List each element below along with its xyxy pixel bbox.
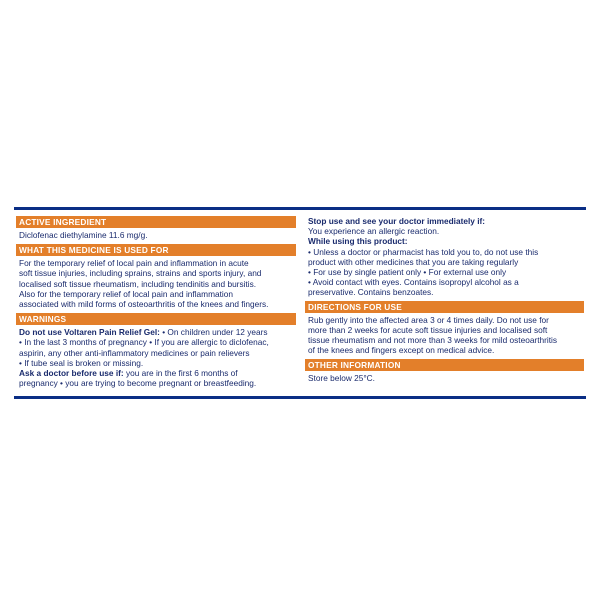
directions-heading: DIRECTIONS FOR USE bbox=[305, 301, 584, 313]
directions-line: Rub gently into the affected area 3 or 4 times daily. Do not use for bbox=[308, 314, 549, 325]
warnings-text bbox=[16, 325, 296, 389]
directions-line: tissue rheumatism and not more than 3 weeks for mild osteoarthritis bbox=[308, 335, 558, 346]
warnings-heading: WARNINGS bbox=[16, 313, 296, 325]
warnings-line: aspirin, any other anti-inflammatory medicines or pain relievers bbox=[19, 347, 250, 358]
directions-text bbox=[305, 313, 584, 357]
directions-line: of the knees and fingers except on medical advice. bbox=[308, 345, 495, 356]
uses-line: For the temporary relief of local pain and inflammation in acute bbox=[19, 258, 249, 269]
uses-line: Also for the temporary relief of local pain and inflammation bbox=[19, 288, 233, 299]
storage-line: Store below 25°C. bbox=[308, 373, 375, 384]
while-using-line: preservative. Contains benzoates. bbox=[308, 287, 434, 298]
warnings-line: pregnancy • you are trying to become pregnant or breastfeeding. bbox=[19, 378, 257, 389]
ask-doctor-text: you are in the first 6 months of bbox=[123, 368, 238, 379]
uses-line: soft tissue injuries, including sprains, strains and sports injury, and bbox=[19, 268, 262, 279]
left-column bbox=[16, 216, 296, 389]
do-not-use-text: • On children under 12 years bbox=[159, 327, 268, 338]
warnings-line: • In the last 3 months of pregnancy • If you are allergic to diclofenac, bbox=[19, 337, 269, 348]
stop-use-block bbox=[305, 216, 584, 298]
uses-text bbox=[16, 256, 296, 310]
uses-heading: WHAT THIS MEDICINE IS USED FOR bbox=[16, 244, 296, 256]
directions-line: more than 2 weeks for acute soft tissue injuries and localised soft bbox=[308, 324, 548, 335]
active-ingredient-heading: ACTIVE INGREDIENT bbox=[16, 216, 296, 228]
warnings-line bbox=[19, 368, 296, 378]
product-label-panel bbox=[14, 207, 586, 399]
other-information-text bbox=[305, 371, 584, 384]
right-column bbox=[305, 216, 584, 385]
stop-use-heading: Stop use and see your doctor immediately if: bbox=[308, 216, 486, 226]
while-using-line: • Unless a doctor or pharmacist has told you to, do not use this bbox=[308, 246, 539, 257]
other-information-heading: OTHER INFORMATION bbox=[305, 359, 584, 371]
while-using-line: product with other medicines that you are taking regularly bbox=[308, 256, 519, 267]
stop-use-text: You experience an allergic reaction. bbox=[308, 226, 440, 237]
active-ingredient-text bbox=[16, 228, 296, 241]
active-ingredient-line: Diclofenac diethylamine 11.6 mg/g. bbox=[19, 230, 148, 240]
warnings-line: • If tube seal is broken or missing. bbox=[19, 357, 144, 368]
uses-line: localised soft tissue rheumatism, including tendinitis and bursitis. bbox=[19, 278, 257, 289]
warnings-line bbox=[19, 327, 296, 337]
do-not-use-label: Do not use Voltaren Pain Relief Gel: bbox=[19, 327, 160, 338]
while-using-heading: While using this product: bbox=[308, 236, 408, 247]
while-using-line: • Avoid contact with eyes. Contains isopropyl alcohol as a bbox=[308, 277, 519, 288]
uses-line: associated with mild forms of osteoarthritis of the knees and fingers. bbox=[19, 299, 269, 310]
while-using-line: • For use by single patient only • For external use only bbox=[308, 267, 507, 278]
ask-doctor-label: Ask a doctor before use if: bbox=[19, 368, 124, 379]
